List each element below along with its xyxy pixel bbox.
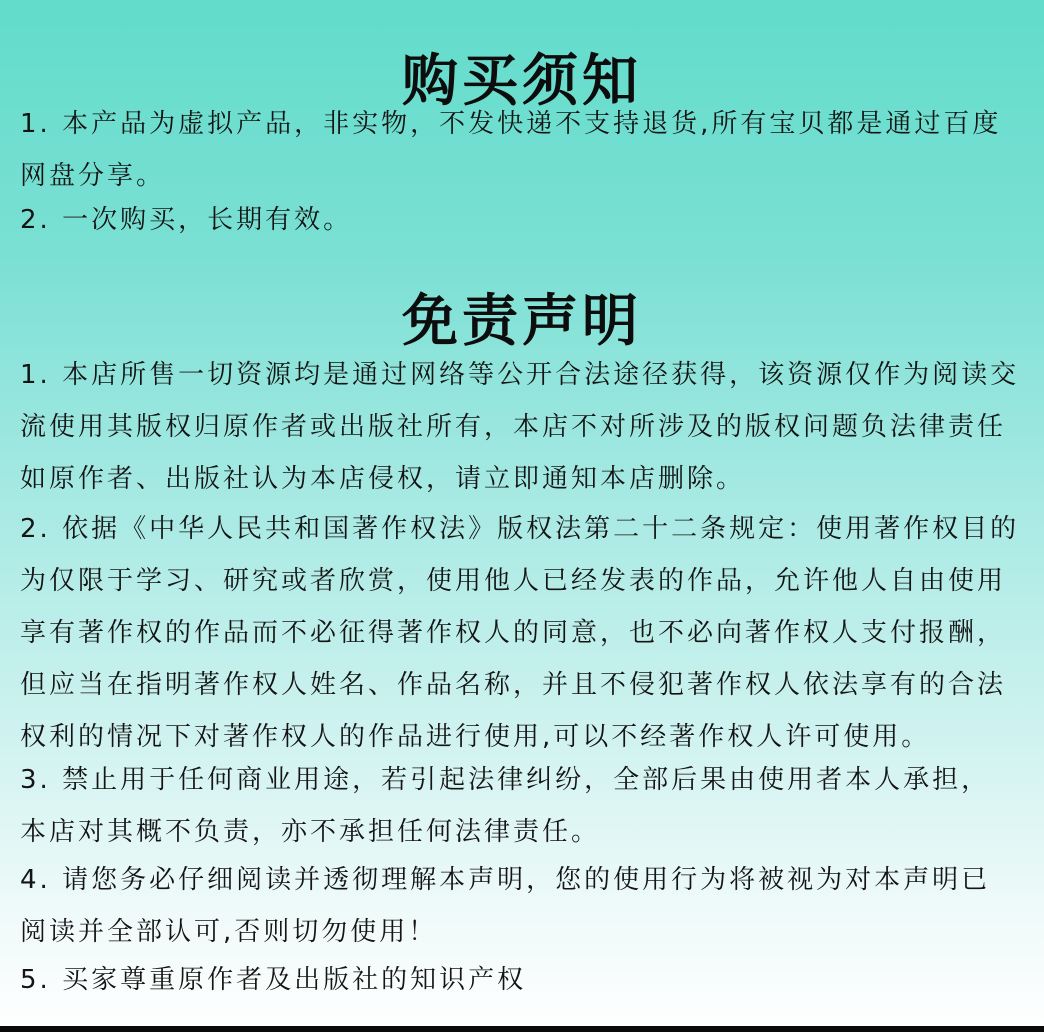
disclaimer-item-2-line-5: 权利的情况下对著作权人的作品进行使用,可以不经著作权人许可使用。	[20, 722, 931, 752]
disclaimer-item-1-line-2: 流使用其版权归原作者或出版社所有，本店不对所涉及的版权问题负法律责任	[20, 412, 1007, 442]
disclaimer-item-3	[20, 754, 1032, 858]
disclaimer-item-2-line-4: 但应当在指明著作权人姓名、作品名称，并且不侵犯著作权人依法享有的合法	[20, 670, 1007, 700]
disclaimer-item-2	[20, 503, 1032, 763]
purchase-notice-item-1-line-2: 网盘分享。	[20, 161, 166, 191]
purchase-notice-item-1-line-1: 1. 本产品为虚拟产品，非实物，不发快递不支持退货,所有宝贝都是通过百度	[20, 109, 1002, 139]
disclaimer-item-1	[20, 349, 1032, 505]
disclaimer-item-5-line-1: 5. 买家尊重原作者及出版社的知识产权	[20, 965, 527, 995]
disclaimer-item-3-line-1: 3. 禁止用于任何商业用途，若引起法律纠纷，全部后果由使用者本人承担，	[20, 765, 991, 795]
disclaimer-item-1-line-1: 1. 本店所售一切资源均是通过网络等公开合法途径获得，该资源仅作为阅读交	[20, 360, 1020, 390]
disclaimer-item-2-line-2: 为仅限于学习、研究或者欣赏，使用他人已经发表的作品，允许他人自由使用	[20, 566, 1007, 596]
disclaimer-item-1-line-3: 如原作者、出版社认为本店侵权，请立即通知本店删除。	[20, 464, 746, 494]
purchase-notice-item-1	[20, 98, 1032, 202]
disclaimer-title: 免责声明	[402, 287, 642, 354]
disclaimer-item-3-line-2: 本店对其概不负责，亦不承担任何法律责任。	[20, 817, 601, 847]
purchase-notice-title: 购买须知	[402, 47, 642, 114]
disclaimer-item-4-line-1: 4. 请您务必仔细阅读并透彻理解本声明，您的使用行为将被视为对本声明已	[20, 865, 991, 895]
disclaimer-item-4	[20, 854, 1032, 958]
disclaimer-item-2-line-3: 享有著作权的作品而不必征得著作权人的同意，也不必向著作权人支付报酬，	[20, 618, 1007, 648]
disclaimer-item-5	[20, 954, 1032, 1006]
disclaimer-item-2-line-1: 2. 依据《中华人民共和国著作权法》版权法第二十二条规定：使用著作权目的	[20, 514, 1020, 544]
purchase-notice-item-2-line-1: 2. 一次购买，长期有效。	[20, 205, 353, 235]
disclaimer-item-4-line-2: 阅读并全部认可,否则切勿使用！	[20, 917, 438, 947]
purchase-notice-item-2	[20, 194, 1032, 246]
bottom-divider	[0, 1026, 1044, 1032]
